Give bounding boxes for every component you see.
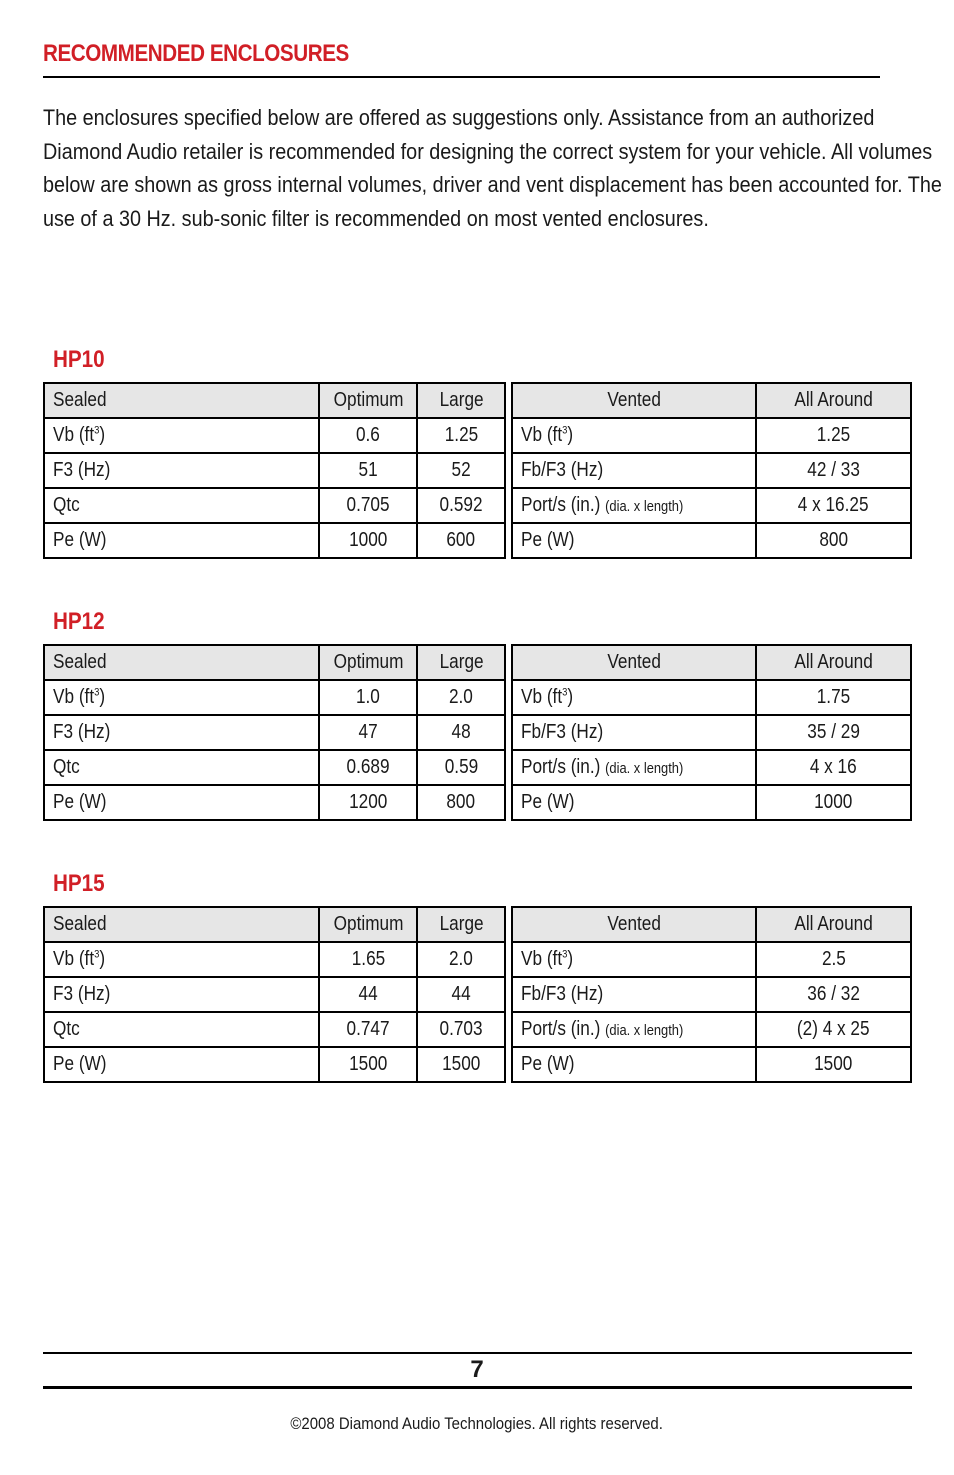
row-label-port: Port/s (in.) (dia. x length) bbox=[512, 1012, 756, 1047]
sealed-table bbox=[43, 644, 506, 821]
copyright-notice bbox=[0, 1414, 954, 1434]
cell-value: 1.0 bbox=[319, 680, 417, 715]
header-sealed: Sealed bbox=[44, 907, 319, 942]
row-label-fb-f3: Fb/F3 (Hz) bbox=[512, 453, 756, 488]
cell-value: 42 / 33 bbox=[756, 453, 911, 488]
model-title: HP15 bbox=[53, 870, 105, 897]
table-header-row bbox=[512, 907, 911, 942]
row-label-pe: Pe (W) bbox=[512, 785, 756, 820]
cell-value: 4 x 16.25 bbox=[756, 488, 911, 523]
model-title: HP10 bbox=[53, 346, 105, 373]
cell-value: 0.6 bbox=[319, 418, 417, 453]
cell-value: 47 bbox=[319, 715, 417, 750]
table-header-row bbox=[44, 907, 505, 942]
row-label-vb: Vb $(ft^3)$ bbox=[44, 680, 319, 715]
row-label-pe: Pe (W) bbox=[44, 523, 319, 558]
cell-value: 800 bbox=[756, 523, 911, 558]
cell-value: 1000 bbox=[319, 523, 417, 558]
table-row bbox=[512, 715, 911, 750]
intro-line: The enclosures specified below are offered as suggestions only. Assistance from an authorized bbox=[43, 105, 875, 130]
table-row bbox=[44, 1012, 505, 1047]
header-sealed: Sealed bbox=[44, 383, 319, 418]
cell-value: 36 / 32 bbox=[756, 977, 911, 1012]
cell-value: 0.705 bbox=[319, 488, 417, 523]
cell-value: 2.0 bbox=[417, 942, 505, 977]
table-row bbox=[512, 680, 911, 715]
table-header-row bbox=[512, 645, 911, 680]
header-optimum: Optimum bbox=[319, 645, 417, 680]
cell-value: 800 bbox=[417, 785, 505, 820]
table-row bbox=[44, 785, 505, 820]
table-row bbox=[44, 523, 505, 558]
header-all-around: All Around bbox=[756, 383, 911, 418]
sealed-table bbox=[43, 382, 506, 559]
cell-value: 44 bbox=[417, 977, 505, 1012]
row-label-vb: Vb $(ft^3)$ bbox=[44, 418, 319, 453]
table-row bbox=[44, 942, 505, 977]
table-row bbox=[44, 750, 505, 785]
page-number: 7 bbox=[470, 1356, 484, 1383]
footer-divider-bottom bbox=[43, 1386, 912, 1389]
cell-value: 1.25 bbox=[756, 418, 911, 453]
cell-value: 600 bbox=[417, 523, 505, 558]
table-row bbox=[512, 750, 911, 785]
table-row bbox=[512, 785, 911, 820]
table-row bbox=[512, 977, 911, 1012]
table-row bbox=[44, 418, 505, 453]
row-label-fb-f3: Fb/F3 (Hz) bbox=[512, 715, 756, 750]
intro-line: use of a 30 Hz. sub-sonic filter is recommended on most vented enclosures. bbox=[43, 205, 709, 231]
header-large: Large bbox=[417, 645, 505, 680]
cell-value: 4 x 16 bbox=[756, 750, 911, 785]
row-label-pe: Pe (W) bbox=[512, 1047, 756, 1082]
row-label-f3: F3 (Hz) bbox=[44, 977, 319, 1012]
cell-value: 1.65 bbox=[319, 942, 417, 977]
cell-value: 0.592 bbox=[417, 488, 505, 523]
table-row bbox=[512, 1047, 911, 1082]
row-label-pe: Pe (W) bbox=[512, 523, 756, 558]
cell-value: 1.25 bbox=[417, 418, 505, 453]
model-title: HP12 bbox=[53, 608, 105, 635]
table-header-row bbox=[44, 645, 505, 680]
table-row bbox=[512, 523, 911, 558]
row-label-vb: Vb $(ft^3)$ bbox=[512, 680, 756, 715]
cell-value: 2.5 bbox=[756, 942, 911, 977]
table-row bbox=[512, 942, 911, 977]
header-sealed: Sealed bbox=[44, 645, 319, 680]
table-row bbox=[44, 680, 505, 715]
header-all-around: All Around bbox=[756, 907, 911, 942]
row-label-qtc: Qtc bbox=[44, 750, 319, 785]
cell-value: 35 / 29 bbox=[756, 715, 911, 750]
header-all-around: All Around bbox=[756, 645, 911, 680]
row-label-vb: Vb $(ft^3)$ bbox=[44, 942, 319, 977]
row-label-f3: F3 (Hz) bbox=[44, 453, 319, 488]
cell-value: 1500 bbox=[756, 1047, 911, 1082]
row-label-pe: Pe (W) bbox=[44, 785, 319, 820]
cell-value: 0.747 bbox=[319, 1012, 417, 1047]
row-label-pe: Pe (W) bbox=[44, 1047, 319, 1082]
header-large: Large bbox=[417, 907, 505, 942]
cell-value: 51 bbox=[319, 453, 417, 488]
table-row bbox=[44, 488, 505, 523]
cell-value: 2.0 bbox=[417, 680, 505, 715]
cell-value: 1.75 bbox=[756, 680, 911, 715]
row-label-vb: Vb $(ft^3)$ bbox=[512, 942, 756, 977]
table-row bbox=[44, 1047, 505, 1082]
table-header-row bbox=[44, 383, 505, 418]
table-row bbox=[512, 418, 911, 453]
cell-value: 1200 bbox=[319, 785, 417, 820]
cell-value: 0.59 bbox=[417, 750, 505, 785]
copyright-text: ©2008 Diamond Audio Technologies. All rights reserved. bbox=[290, 1414, 664, 1433]
vented-table bbox=[511, 906, 912, 1083]
cell-value: (2) 4 x 25 bbox=[756, 1012, 911, 1047]
header-vented: Vented bbox=[512, 383, 756, 418]
header-large: Large bbox=[417, 383, 505, 418]
table-header-row bbox=[512, 383, 911, 418]
cell-value: 0.703 bbox=[417, 1012, 505, 1047]
table-row bbox=[512, 1012, 911, 1047]
intro-line: Diamond Audio retailer is recommended for designing the correct system for your vehicle. All volumes bbox=[43, 138, 933, 164]
footer-divider-top bbox=[43, 1352, 912, 1354]
table-row bbox=[44, 977, 505, 1012]
row-label-f3: F3 (Hz) bbox=[44, 715, 319, 750]
cell-value: 0.689 bbox=[319, 750, 417, 785]
vented-table bbox=[511, 382, 912, 559]
table-row bbox=[512, 488, 911, 523]
row-label-port: Port/s (in.) (dia. x length) bbox=[512, 750, 756, 785]
row-label-fb-f3: Fb/F3 (Hz) bbox=[512, 977, 756, 1012]
header-vented: Vented bbox=[512, 645, 756, 680]
row-label-port: Port/s (in.) (dia. x length) bbox=[512, 488, 756, 523]
table-row bbox=[512, 453, 911, 488]
cell-value: 48 bbox=[417, 715, 505, 750]
table-row bbox=[44, 715, 505, 750]
intro-paragraph bbox=[43, 101, 942, 235]
header-vented: Vented bbox=[512, 907, 756, 942]
intro-line: below are shown as gross internal volumes, driver and vent displacement has been accounted for. The bbox=[43, 172, 942, 197]
cell-value: 1500 bbox=[319, 1047, 417, 1082]
row-label-qtc: Qtc bbox=[44, 1012, 319, 1047]
header-optimum: Optimum bbox=[319, 907, 417, 942]
header-optimum: Optimum bbox=[319, 383, 417, 418]
row-label-qtc: Qtc bbox=[44, 488, 319, 523]
sealed-table bbox=[43, 906, 506, 1083]
vented-table bbox=[511, 644, 912, 821]
cell-value: 44 bbox=[319, 977, 417, 1012]
heading-divider bbox=[43, 76, 880, 78]
page-heading: RECOMMENDED ENCLOSURES bbox=[43, 40, 349, 67]
cell-value: 52 bbox=[417, 453, 505, 488]
table-row bbox=[44, 453, 505, 488]
cell-value: 1000 bbox=[756, 785, 911, 820]
row-label-vb: Vb $(ft^3)$ bbox=[512, 418, 756, 453]
cell-value: 1500 bbox=[417, 1047, 505, 1082]
